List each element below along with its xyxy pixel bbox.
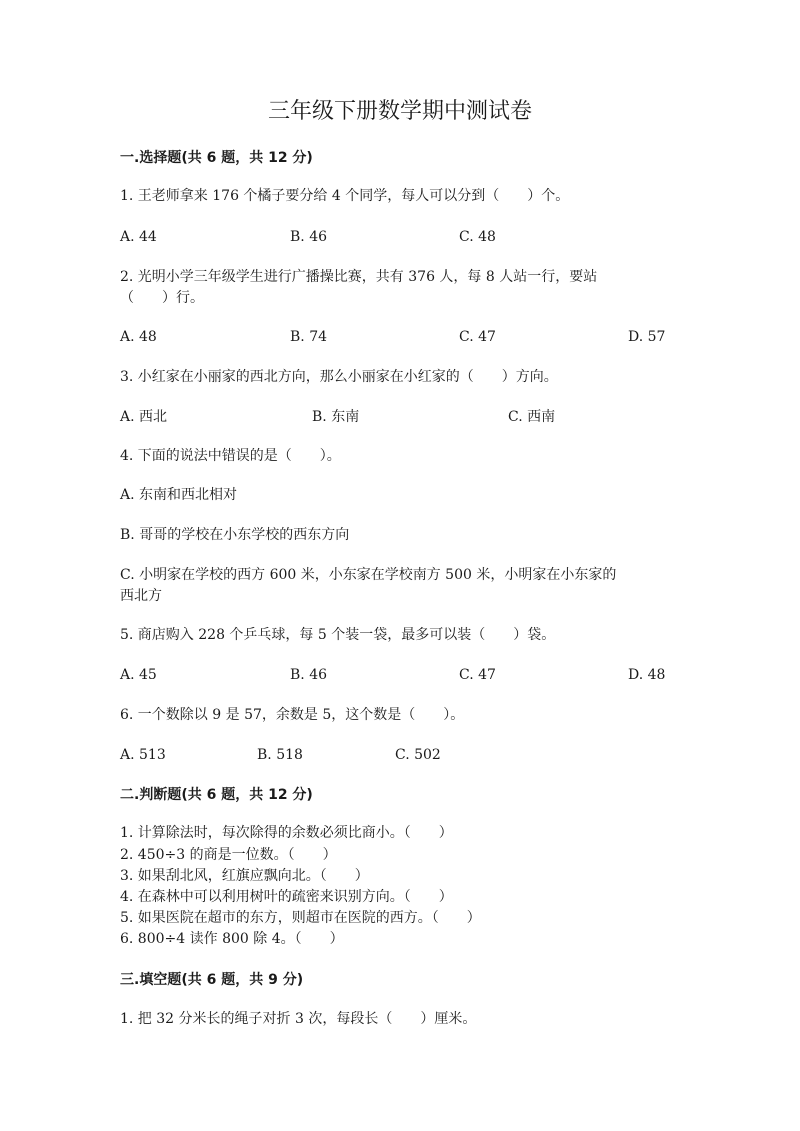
question-5-option-d: D. 48 (628, 667, 666, 683)
question-5-option-b: B. 46 (290, 667, 328, 683)
question-2-option-d: D. 57 (628, 329, 666, 345)
question-3-option-b: B. 东南 (312, 409, 360, 425)
question-2-text-line-1: 2. 光明小学三年级学生进行广播操比赛，共有 376 人，每 8 人站一行，要站 (120, 269, 598, 285)
fill-blank-item-1: 1. 把 32 分米长的绳子对折 3 次，每段长（ ）厘米。 (120, 1011, 477, 1027)
question-3-text: 3. 小红家在小丽家的西北方向，那么小丽家在小红家的（ ）方向。 (120, 369, 558, 385)
question-1-option-a: A. 44 (120, 229, 157, 245)
judgment-item-6: 6. 800÷4 读作 800 除 4。（ ） (120, 931, 344, 947)
question-6-text: 6. 一个数除以 9 是 57，余数是 5，这个数是（ ）。 (120, 707, 465, 723)
judgment-item-5: 5. 如果医院在超市的东方，则超市在医院的西方。（ ） (120, 910, 481, 926)
question-2-option-a: A. 48 (120, 329, 157, 345)
judgment-item-1: 1. 计算除法时，每次除得的余数必须比商小。（ ） (120, 825, 453, 841)
question-1-option-b: B. 46 (290, 229, 328, 245)
question-1-text: 1. 王老师拿来 176 个橘子要分给 4 个同学，每人可以分到（ ）个。 (120, 188, 570, 204)
page-title: 三年级下册数学期中测试卷 (267, 99, 532, 124)
question-5-option-c: C. 47 (459, 667, 496, 683)
judgment-item-2: 2. 450÷3 的商是一位数。（ ） (120, 847, 337, 863)
question-6-option-c: C. 502 (395, 747, 441, 763)
judgment-item-4: 4. 在森林中可以利用树叶的疏密来识别方向。（ ） (120, 889, 453, 905)
question-4-option-c: C. 小明家在学校的西方 600 米，小东家在学校南方 500 米，小明家在小东家的 (120, 567, 617, 583)
section-heading-choice: 一.选择题(共 6 题，共 12 分) (120, 150, 313, 166)
section-heading-fill-blank: 三.填空题(共 6 题，共 9 分) (120, 972, 304, 988)
question-1-option-c: C. 48 (459, 229, 496, 245)
question-5-option-a: A. 45 (120, 667, 157, 683)
question-2-text-line-2: （ ）行。 (120, 290, 204, 306)
question-4-option-a: A. 东南和西北相对 (120, 487, 238, 503)
question-4-option-c-continued: 西北方 (120, 588, 162, 604)
question-4-option-b: B. 哥哥的学校在小东学校的西东方向 (120, 527, 350, 543)
question-5-text: 5. 商店购入 228 个乒乓球，每 5 个装一袋，最多可以装（ ）袋。 (120, 627, 556, 643)
section-heading-judgment: 二.判断题(共 6 题，共 12 分) (120, 787, 313, 803)
question-4-text: 4. 下面的说法中错误的是（ ）。 (120, 448, 341, 464)
judgment-item-3: 3. 如果刮北风，红旗应飘向北。（ ） (120, 868, 369, 884)
question-6-option-a: A. 513 (120, 747, 166, 763)
question-3-option-a: A. 西北 (120, 409, 168, 425)
question-6-option-b: B. 518 (257, 747, 303, 763)
question-2-option-c: C. 47 (459, 329, 496, 345)
question-2-option-b: B. 74 (290, 329, 328, 345)
question-3-option-c: C. 西南 (508, 409, 556, 425)
